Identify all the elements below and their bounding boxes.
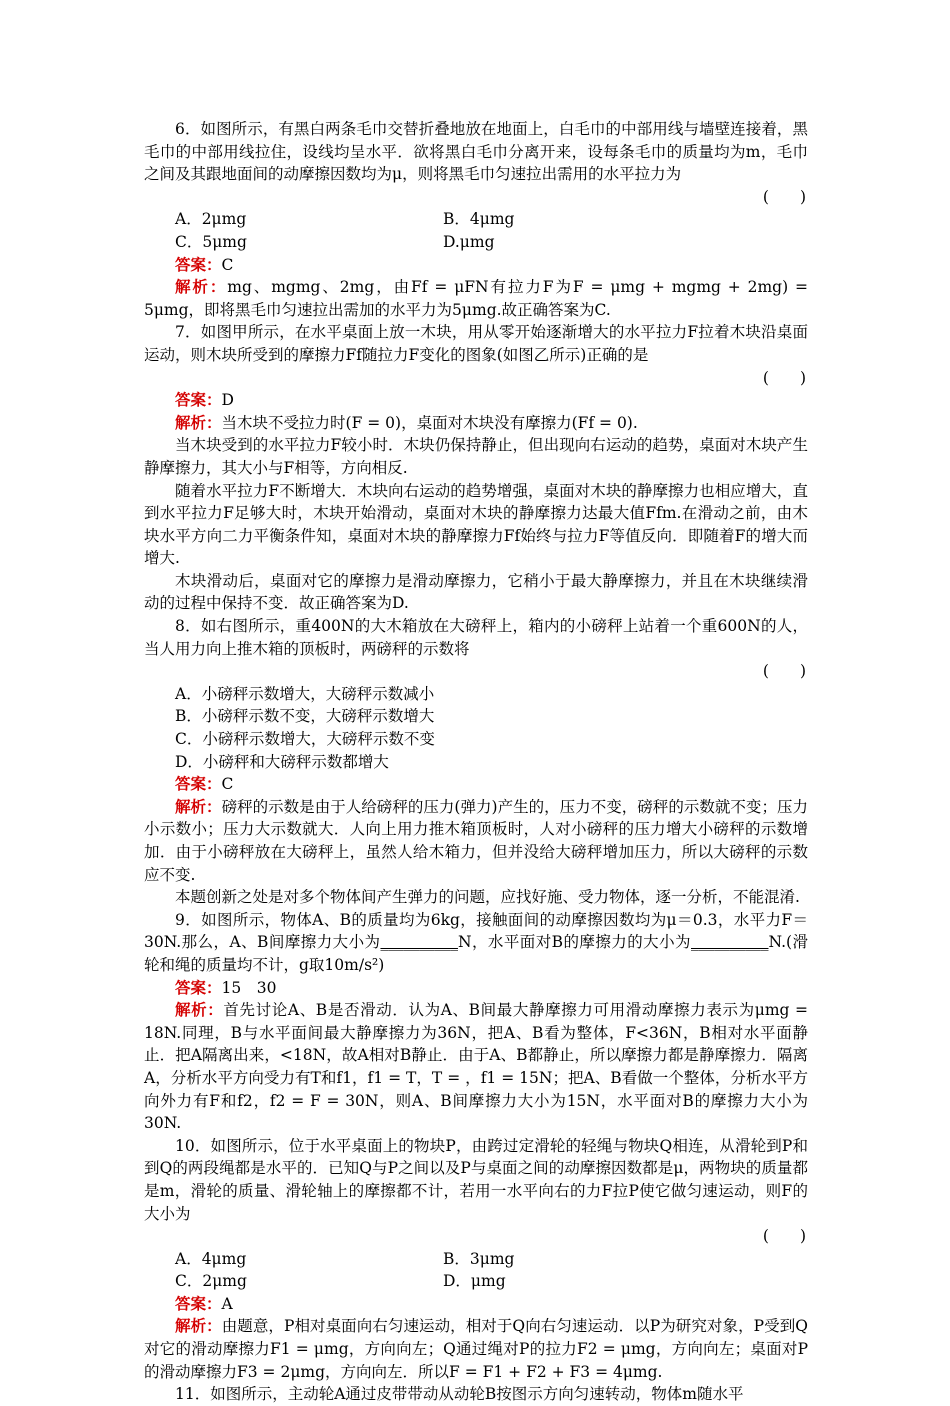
q6-options-row-1	[175, 208, 808, 231]
q6-option-c: C．5μmg	[175, 232, 247, 251]
q7-analysis-para: 木块滑动后，桌面对它的摩擦力是滑动摩擦力，它稍小于最大静摩擦力，并且在木块继续滑动的过程中保持不变．故正确答案为D.	[144, 571, 808, 613]
q7-analysis-para: 随着水平拉力F不断增大．木块向右运动的趋势增强，桌面对木块的静摩擦力也相应增大，直到水平拉力F足够大时，木块开始滑动，桌面对木块的静摩擦力达最大值Ffm.在滑动之前，由木块水平方向二力平衡条件知，桌面对木块的静摩擦力Ff始终与拉力F等值反向．即随着F的增大而增大.	[144, 481, 808, 568]
q6-answer	[175, 254, 808, 277]
q9-answer-value: 15 30	[221, 978, 277, 997]
q9-stem-c: N.	[768, 933, 786, 952]
q8-option-b: B．小磅秤示数不变，大磅秤示数增大	[175, 707, 435, 726]
q10-answer-value: A	[221, 1294, 233, 1313]
q8-option-d: D．小磅秤和大磅秤示数都增大	[175, 752, 389, 771]
analysis-label: 解析：	[175, 1000, 224, 1020]
q7-analysis-para: 当木块受到的水平拉力F较小时．木块仍保持静止，但出现向右运动的趋势，桌面对木块产生静摩擦力，其大小与F相等，方向相反.	[144, 436, 808, 477]
q6-option-a: A．2μmg	[175, 210, 247, 229]
q9-analysis	[144, 999, 808, 1135]
q10-option-b: B．3μmg	[443, 1249, 515, 1268]
q10-options-row-1	[175, 1248, 808, 1271]
q10-option-d: D．μmg	[443, 1272, 506, 1291]
q8-answer-value: C	[221, 775, 234, 794]
q8-stem: 8．如右图所示，重400N的大木箱放在大磅秤上，箱内的小磅秤上站着一个重600N的人，当人用力向上推木箱的顶板时，两磅秤的示数将	[144, 617, 808, 658]
q7-answer	[175, 389, 808, 412]
q7-analysis-text: 当木块不受拉力时(F = 0)，桌面对木块没有摩擦力(Ff = 0).	[221, 413, 638, 432]
answer-label: 答案：	[175, 1293, 222, 1313]
q9-analysis-text: 首先讨论A、B是否滑动．认为A、B间最大静摩擦力可用滑动摩擦力表示为μmg = 18N.同理，B与水平面间最大静摩擦力为36N，把A、B看为整体，F<36N，B相对水平面静止．把A隔离出来，<18N，故A相对B静止．由于A、B都静止，所以摩擦力都是静摩擦力．隔离A，分析水平方向受力有T和f1，f1 = T，T = ，f1 = 15N；把A、B看做一个整体，分析水平方向外力有F和f2，f2 = F = 30N，则A、B间摩擦力大小为15N，水平面对B的摩擦力大小为30N.	[144, 1001, 808, 1133]
answer-label: 答案：	[175, 774, 222, 794]
q9-stem-a: 9．如图所示，物体A、B的质量均为6kg，接触面间的动摩擦因数均为μ＝0.3，水平力F＝30N.那么，A、B间摩擦力大小为	[144, 910, 808, 952]
q10-stem: 10．如图所示，位于水平桌面上的物块P，由跨过定滑轮的轻绳与物块Q相连，从滑轮到P和到Q的两段绳都是水平的．已知Q与P之间以及P与桌面之间的动摩擦因数都是μ，两物块的质量都是m，滑轮的质量、滑轮轴上的摩擦都不计，若用一水平向右的力F拉P使它做匀速运动，则F的大小为	[144, 1136, 808, 1223]
q6-stem: 6．如图所示，有黑白两条毛巾交替折叠地放在地面上，白毛巾的中部用线与墙壁连接着，黑毛巾的中部用线拉住，设线均呈水平．欲将黑白毛巾分离开来，设每条毛巾的质量均为m，毛巾之间及其跟地面间的动摩擦因数均为μ，则将黑毛巾匀速拉出需用的水平拉力为	[144, 120, 808, 184]
q10-analysis-text: 由题意，P相对桌面向右匀速运动，相对于Q向右匀速运动．以P为研究对象，P受到Q对它的滑动摩擦力F1 = μmg，方向向左；Q通过绳对P的拉力F2 = μmg，方向向左；桌面对P的滑动摩擦力F3 = 2μmg，方向向左．所以F = F1 + F2 + F3 = 4μmg.	[144, 1317, 808, 1381]
analysis-label: 解析：	[175, 1316, 222, 1336]
q8-answer-paren: ( )	[762, 662, 806, 681]
document-page	[144, 118, 808, 1406]
q8-option-c: C．小磅秤示数增大，大磅秤示数不变	[175, 730, 435, 749]
q6-options-row-2	[175, 231, 808, 254]
q6-analysis-text: mg、mgmg、2mg，由Ff = μFN有拉力F为F = μmg + mgmg + 2mg) = 5μmg，即将黑毛巾匀速拉出需加的水平力为5μmg.故正确答案为C.	[144, 278, 808, 319]
q7-answer-paren: ( )	[762, 368, 806, 387]
answer-label: 答案：	[175, 254, 222, 274]
q9-stem-d: (滑轮和绳的质量均不计，g取10m/s²)	[144, 933, 808, 974]
q7-stem: 7．如图甲所示，在水平桌面上放一木块，用从零开始逐渐增大的水平拉力F拉着木块沿桌面运动，则木块所受到的摩擦力Ff随拉力F变化的图象(如图乙所示)正确的是	[144, 323, 808, 364]
q6-answer-paren: ( )	[762, 187, 806, 206]
q6-analysis	[144, 276, 808, 321]
answer-label: 答案：	[175, 390, 222, 410]
analysis-label: 解析：	[175, 796, 222, 816]
answer-label: 答案：	[175, 977, 222, 997]
q8-note: 本题创新之处是对多个物体间产生弹力的问题，应找好施、受力物体，逐一分析，不能混淆.	[175, 888, 800, 907]
q10-option-c: C．2μmg	[175, 1272, 247, 1291]
q8-answer	[175, 773, 808, 796]
q9-blank-1: __________	[380, 933, 458, 952]
q10-option-a: A．4μmg	[175, 1249, 247, 1268]
q6-option-d: D.μmg	[443, 232, 495, 251]
q6-answer-value: C	[221, 255, 234, 274]
q8-analysis-text: 磅秤的示数是由于人给磅秤的压力(弹力)产生的，压力不变，磅秤的示数就不变；压力小示数小；压力大示数就大．人向上用力推木箱顶板时，人对小磅秤的压力增大小磅秤的示数增加．由于小磅秤放在大磅秤上，虽然人给木箱力，但并没给大磅秤增加压力，所以大磅秤的示数应不变.	[144, 797, 808, 884]
q10-answer	[175, 1293, 808, 1316]
q10-analysis	[144, 1315, 808, 1383]
q6-option-b: B．4μmg	[443, 210, 515, 229]
analysis-label: 解析：	[175, 277, 228, 297]
q9-blank-2: __________	[691, 933, 769, 952]
q7-analysis	[144, 412, 808, 435]
q8-analysis	[144, 796, 808, 886]
q11-stem: 11．如图所示，主动轮A通过皮带带动从动轮B按图示方向匀速转动，物体m随水平	[175, 1385, 744, 1404]
q8-option-a: A．小磅秤示数增大，大磅秤示数减小	[175, 684, 435, 703]
analysis-label: 解析：	[175, 412, 222, 432]
q9-answer	[175, 977, 808, 1000]
q9-stem-b: N，水平面对B的摩擦力的大小为	[457, 933, 691, 952]
q10-options-row-2	[175, 1270, 808, 1293]
q9-stem	[144, 909, 808, 977]
q10-answer-paren: ( )	[762, 1227, 806, 1246]
q7-answer-value: D	[221, 391, 234, 410]
